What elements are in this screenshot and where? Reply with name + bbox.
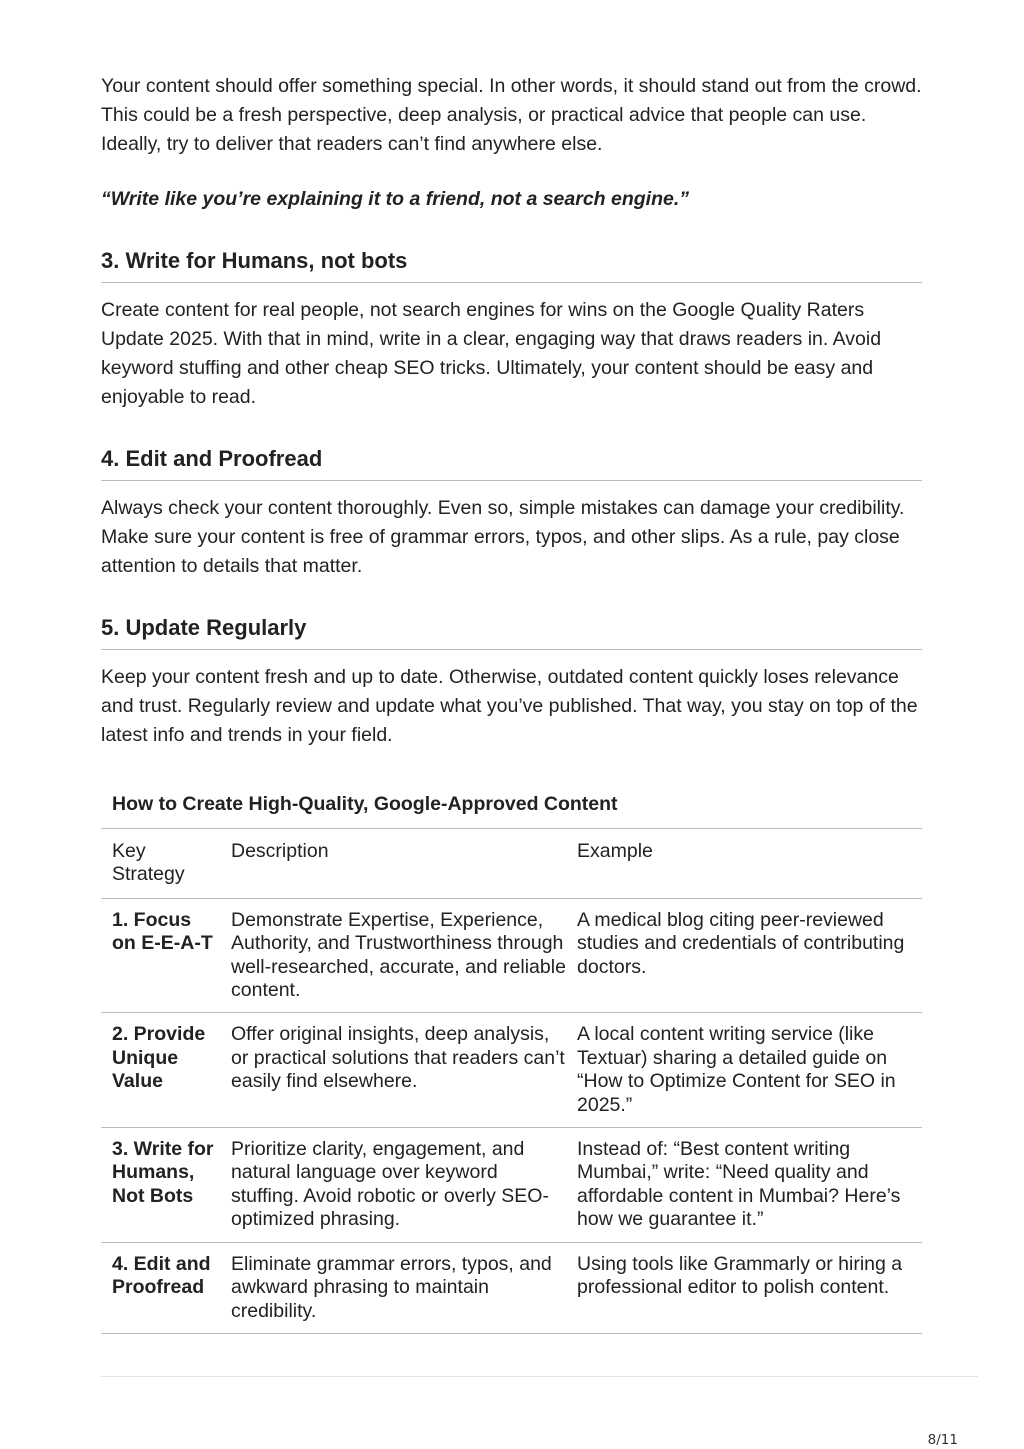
header-key-strategy: Key Strategy [101,829,220,898]
section-heading: 3. Write for Humans, not bots [101,246,922,283]
table-row [101,898,922,1013]
footer-divider [101,1376,978,1377]
row-description: Offer original insights, deep analysis, or practical solutions that readers can’t easily find elsewhere. [220,1013,566,1128]
section-heading: 5. Update Regularly [101,613,922,650]
row-key: 3. Write for Humans, Not Bots [101,1128,220,1243]
header-example: Example [566,829,922,898]
row-example: A local content writing service (like Textuar) sharing a detailed guide on “How to Optimize Content for SEO in 2025.” [566,1013,922,1128]
table-title: How to Create High-Quality, Google-Approved Content [101,790,922,829]
section-paragraph: Create content for real people, not search engines for wins on the Google Quality Raters Update 2025. With that in mind, write in a clear, engaging way that draws readers in. Avoid keyword stuffing and other cheap SEO tricks. Ultimately, your content should be easy and enjoyable to read. [101,299,882,408]
section-update-regularly [101,613,922,750]
section-write-for-humans [101,246,922,412]
strategy-table [101,829,922,1334]
section-heading: 4. Edit and Proofread [101,444,922,481]
section-edit-proofread [101,444,922,581]
row-example: Instead of: “Best content writing Mumbai,” write: “Need quality and affordable content in Mumbai? Here’s how we guarantee it.” [566,1128,922,1243]
table-row [101,1013,922,1128]
row-description: Demonstrate Expertise, Experience, Authority, and Trustworthiness through well-researched, accurate, and reliable content. [220,898,566,1013]
row-example: Using tools like Grammarly or hiring a professional editor to polish content. [566,1242,922,1333]
row-example: A medical blog citing peer-reviewed studies and credentials of contributing doctors. [566,898,922,1013]
article-content [101,72,922,1334]
intro-paragraph: Your content should offer something special. In other words, it should stand out from the crowd. This could be a fresh perspective, deep analysis, or practical advice that people can use. Ideally, try to deliver that readers can’t find anywhere else. [101,75,922,155]
row-description: Prioritize clarity, engagement, and natural language over keyword stuffing. Avoid robotic or overly SEO-optimized phrasing. [220,1128,566,1243]
page-number: 8/11 [927,1432,958,1448]
row-key: 2. Provide Unique Value [101,1013,220,1128]
header-description: Description [220,829,566,898]
row-key: 1. Focus on E-E-A-T [101,898,220,1013]
row-key: 4. Edit and Proofread [101,1242,220,1333]
table-row [101,1128,922,1243]
pull-quote: “Write like you’re explaining it to a friend, not a search engine.” [101,188,690,210]
table-row [101,1242,922,1333]
table-header-row [101,829,922,898]
row-description: Eliminate grammar errors, typos, and awkward phrasing to maintain credibility. [220,1242,566,1333]
section-paragraph: Always check your content thoroughly. Even so, simple mistakes can damage your credibility. Make sure your content is free of grammar errors, typos, and other slips. As a rule, pay close attention to details that matter. [101,497,905,577]
section-paragraph: Keep your content fresh and up to date. Otherwise, outdated content quickly loses relevance and trust. Regularly review and update what you’ve published. That way, you stay on top of the latest info and trends in your field. [101,666,918,746]
